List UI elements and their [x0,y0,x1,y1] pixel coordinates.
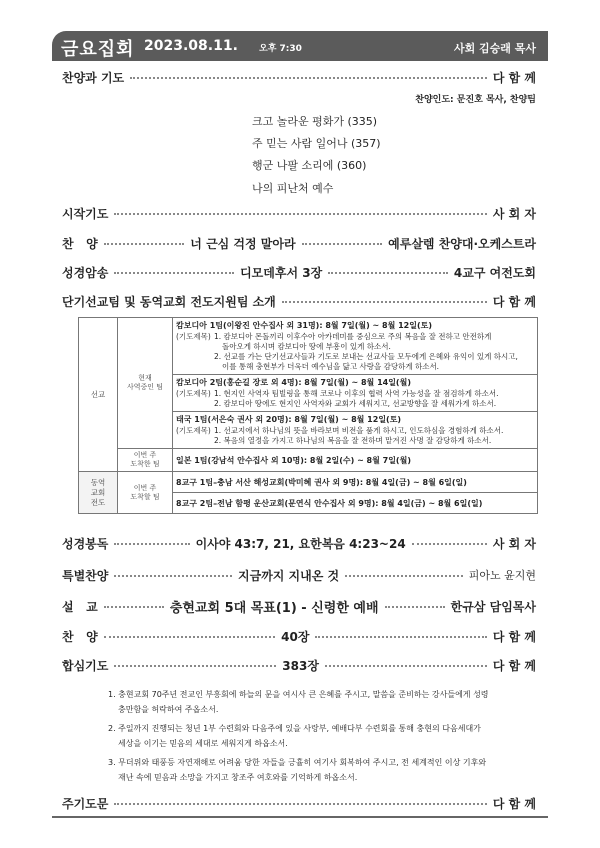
order-value: 다 함 께 [492,70,536,85]
partner-team-1 [173,472,538,493]
team-thailand-1 [173,412,538,449]
service-time: 오후 7:30 [259,44,302,54]
leader-dots [114,272,234,274]
leader-dots [114,803,486,805]
order-special [62,565,536,585]
order-recitation [62,262,536,282]
order-middle: 이사야 43:7, 21, 요한복음 4:23~24 [195,536,406,551]
leader-dots [104,243,185,245]
order-label: 시작기도 [62,206,109,221]
leader-dots [328,272,448,274]
order-label: 설 교 [62,599,98,614]
leader-dots [114,213,486,215]
team-title: 캄보디아 2팀(홍순길 장로 외 4명): 8월 7일(월) ~ 8월 14일(월) [176,378,411,387]
order-value: 예루살렘 찬양대·오케스트라 [388,236,536,251]
team-japan-1 [173,449,538,472]
prayer-tag: (기도제목) [176,389,211,398]
order-label: 성경봉독 [62,536,109,551]
leader-dots [114,575,232,577]
prayer-tag: (기도제목) [176,426,211,435]
service-header [52,31,548,61]
order-value: 한규삼 담임목사 [450,599,536,614]
order-label: 찬 양 [62,236,98,251]
prayer-item: 1. 현지인 사역자 팀빌링을 통해 코로나 이후의 협력 사역 가능성을 잘 점검하게 하소서. [214,389,499,398]
order-middle: 383장 [282,658,319,673]
leader-dots [345,575,463,577]
prayer-topic-1 [108,687,528,717]
leader-dots [114,665,276,667]
order-mission-intro [62,291,536,311]
bottom-divider [52,816,548,818]
praise-note: 찬양인도: 문진호 목사, 찬양팀 [415,95,536,105]
order-middle: 지금까지 지내온 것 [238,568,340,583]
order-praise [62,67,536,87]
order-value: 다 함 께 [492,796,536,811]
prayer-item: 2. 캄보디아 땅에도 현지인 사역자와 교회가 세워지고, 선교방향을 잘 세워가게 하소서. [214,399,497,408]
prayer-item: 1. 선교지에서 하나님의 뜻을 바라보며 비전을 품게 하시고, 인도하심을 경험하게 하소서. [214,426,504,435]
prayer-item: 2. 선교를 가는 단기선교사들과 기도로 보내는 선교사들 모두에게 은혜와 유익이 있게 하시고, [214,352,518,361]
order-label: 찬양과 기도 [62,70,125,85]
prayer-topic-line: 2. 주일까지 진행되는 청년 1부 수련회와 다음주에 있을 사랑부, 예배다부 수련회를 통해 충현의 다음세대가 [108,724,481,733]
prayer-items [214,389,534,409]
order-value: 다 함 께 [492,658,537,673]
prayer-items [214,332,534,372]
service-date: 2023.08.11. [144,38,238,54]
order-label: 단기선교팀 및 동역교회 전도지원팀 소개 [62,294,276,309]
order-middle: 충현교회 5대 목표(1) - 신령한 예배 [169,600,379,616]
order-reading [62,533,536,553]
order-value: 4교구 여전도회 [453,265,536,280]
order-value: 사 회 자 [492,206,536,221]
order-opening-prayer [62,203,536,223]
prayer-topic-line: 재난 속에 믿음과 소망을 가지고 창조주 여호와를 기억하게 하옵소서. [118,773,358,782]
prayer-line [176,426,534,446]
order-label: 합심기도 [62,658,109,673]
team-title: 태국 1팀(서은숙 권사 외 20명): 8월 7일(월) ~ 8월 12일(토) [176,415,402,424]
hymn-item: 주 믿는 사람 일어나 (357) [252,137,381,150]
service-title: 금요집회 [61,39,135,60]
leader-dots [315,636,486,638]
order-value: 피아노 윤지현 [468,569,537,582]
prayer-topic-3 [108,755,528,785]
order-sermon [62,596,536,616]
prayer-topic-line: 세상을 이기는 믿음의 세대로 세워지게 하옵소서. [118,739,288,748]
order-hymn2 [62,626,536,646]
hymn-item: 행군 나팔 소리에 (360) [252,159,367,172]
prayer-tag: (기도제목) [176,332,211,341]
prayer-items [214,426,534,446]
order-value: 다 함 께 [492,294,536,309]
prayer-topic-line: 충만함을 허락하여 주옵소서. [118,705,219,714]
prayer-topic-line: 1. 충현교회 70주년 전교인 부흥회에 하늘의 문을 여시사 큰 은혜를 주시고, 말씀을 준비하는 강사들에게 성령 [108,690,489,699]
team-title: 8교구 1팀–충남 서산 해성교회(박미혜 권사 외 9명): 8월 4일(금) ~ 8월 6일(일) [176,477,467,487]
partner-team-2 [173,493,538,514]
leader-dots [325,665,487,667]
prayer-topics [108,687,528,789]
service-leader: 사회 김승래 목사 [453,42,536,55]
sub-departing: 이번 주 도착한 팀 [118,449,173,472]
order-label: 주기도문 [62,796,109,811]
order-value: 사 회 자 [492,536,537,551]
team-title: 일본 1팀(강남석 안수집사 외 10명): 8월 2일(수) ~ 8월 7일(월) [176,455,411,465]
prayer-item: 1. 캄보디아 몬돌끼리 이후수아 아카데미를 중심으로 주의 복음을 잘 전하고 안전하게 [214,332,492,341]
leader-dots [385,606,445,608]
mission-team-table [78,317,538,514]
order-middle: 40장 [281,629,310,644]
hymn-item: 크고 놀라운 평화가 (335) [252,115,378,128]
sub-current: 현재 사역중인 팀 [118,318,173,449]
order-middle: 디모데후서 3장 [240,265,323,280]
order-middle: 너 근심 걱정 말아라 [190,236,296,251]
order-hymn1 [62,233,536,253]
order-lords-prayer [62,793,536,813]
category-mission: 선교 [79,318,118,472]
sub-partner: 이번 주 도착할 팀 [118,472,173,514]
leader-dots [114,543,189,545]
leader-dots [130,77,487,79]
order-label: 특별찬양 [62,568,109,583]
order-label: 찬 양 [62,629,98,644]
order-value: 다 함 께 [492,629,536,644]
leader-dots [104,606,164,608]
team-cambodia-2 [173,375,538,412]
leader-dots [302,243,383,245]
team-cambodia-1 [173,318,538,375]
team-title: 8교구 2팀–전남 함평 운산교회(문연식 안수집사 외 9명): 8월 4일(금) ~ 8월 6일(일) [176,498,483,508]
order-joint-prayer [62,655,536,675]
prayer-line [176,389,534,409]
prayer-item: 이를 통해 충현부가 더욱더 예수님을 닮고 사랑을 감당하게 하소서. [222,362,440,371]
prayer-line [176,332,534,372]
category-partner: 동역 교회 전도 [79,472,118,514]
leader-dots [282,301,487,303]
prayer-item: 돌아오게 하시며 캄보디아 땅에 부흥이 있게 하소서. [222,342,391,351]
prayer-topic-2 [108,721,528,751]
hymn-item: 나의 피난처 예수 [252,182,334,195]
team-title: 캄보디아 1팀(이왕진 안수집사 외 31명): 8월 7일(월) ~ 8월 12일(토) [176,321,432,330]
leader-dots [104,636,275,638]
prayer-topic-line: 3. 무더위와 태풍등 자연재해로 어려움 당한 자들을 긍휼히 여기사 회복하여 주시고, 전 세계적인 이상 기후와 [108,758,487,767]
leader-dots [412,543,487,545]
prayer-item: 2. 복음의 열정을 가지고 하나님의 복음을 잘 전하며 맡겨진 사명 잘 감당하게 하소서. [214,436,492,445]
order-label: 성경암송 [62,265,109,280]
